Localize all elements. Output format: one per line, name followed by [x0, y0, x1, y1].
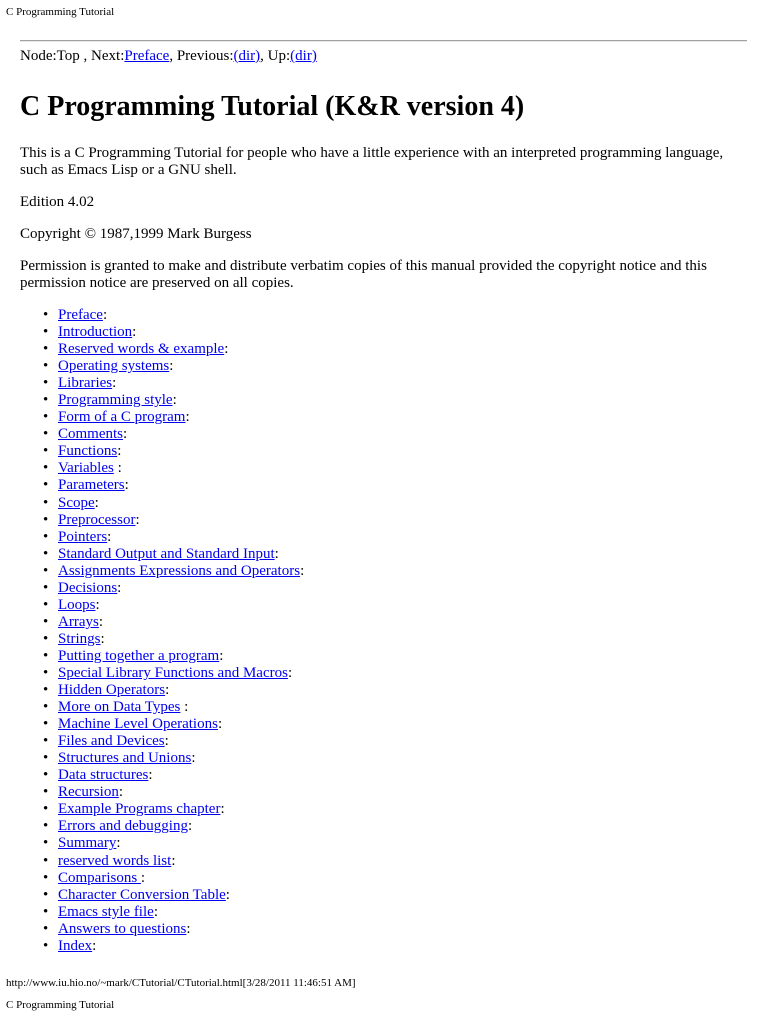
toc-link[interactable]: Errors and debugging [58, 818, 188, 835]
toc-item [43, 716, 736, 733]
toc-item [43, 460, 736, 477]
toc-suffix: : [172, 392, 177, 409]
intro-paragraph: This is a C Programming Tutorial for people who have a little experience with an interpreted programming language, such as Emacs Lisp or a GNU shell. [20, 145, 724, 178]
toc-item [43, 767, 736, 784]
toc-link[interactable]: reserved words list [58, 852, 172, 869]
bullet-icon: • [43, 699, 49, 716]
toc-suffix: : [224, 341, 229, 358]
toc-suffix: : [117, 579, 122, 596]
toc-suffix: : [148, 767, 153, 784]
toc-suffix: : [169, 358, 174, 375]
bullet-icon: • [43, 835, 49, 852]
bullet-icon: • [43, 784, 49, 801]
bullet-icon: • [43, 818, 49, 835]
toc-suffix: : [102, 307, 108, 323]
bullet-icon: • [43, 716, 49, 733]
toc-link[interactable]: Character Conversion Table [58, 886, 226, 903]
toc-item [43, 699, 736, 716]
toc-suffix: : [107, 528, 112, 545]
bullet-icon: • [43, 579, 49, 596]
toc-item [43, 937, 736, 955]
toc-link[interactable]: Index [58, 937, 93, 954]
toc-link[interactable]: Programming style [58, 392, 173, 409]
bullet-icon: • [43, 920, 49, 937]
toc-link[interactable]: More on Data Types [58, 699, 181, 716]
toc-item [43, 426, 736, 443]
toc-suffix: : [116, 835, 121, 852]
print-footer-title: C Programming Tutorial [6, 999, 115, 1011]
toc-suffix: : [287, 664, 293, 681]
toc-item [43, 682, 736, 699]
bullet-icon: • [43, 511, 49, 528]
toc-item [43, 750, 736, 767]
toc-suffix: : [140, 869, 146, 886]
toc-link[interactable]: Operating systems [58, 358, 170, 375]
toc-link[interactable]: Structures and Unions [58, 750, 192, 767]
toc-item [43, 511, 736, 529]
toc-item [43, 852, 736, 870]
toc-item [43, 392, 736, 409]
toc-suffix: : [217, 716, 223, 733]
node-prefix: Node: [20, 48, 57, 64]
bullet-icon: • [43, 426, 49, 443]
toc-link[interactable]: Emacs style file [58, 903, 154, 920]
toc-link[interactable]: Special Library Functions and Macros [58, 664, 288, 681]
edition-text: Edition 4.02 [20, 194, 95, 210]
toc-item [43, 307, 736, 324]
toc-link[interactable]: Reserved words & example [58, 341, 225, 358]
page-title: C Programming Tutorial (K&R version 4) [20, 91, 525, 122]
toc-suffix: : [124, 477, 129, 494]
bullet-icon: • [43, 596, 49, 613]
bullet-icon: • [43, 307, 49, 323]
toc-item [43, 443, 736, 460]
bullet-icon: • [43, 886, 49, 903]
toc-link[interactable]: Comments [58, 426, 124, 443]
toc-suffix: : [112, 375, 117, 392]
toc-suffix: : [94, 494, 99, 511]
node-navigation [20, 48, 736, 65]
toc-suffix: : [185, 409, 190, 426]
toc-item [43, 818, 736, 835]
toc-link[interactable]: Recursion [58, 784, 119, 801]
previous-prefix: , Previous: [169, 48, 234, 64]
bullet-icon: • [43, 528, 49, 545]
toc-link[interactable]: Preface [58, 307, 103, 323]
bullet-icon: • [43, 903, 49, 920]
toc-link[interactable]: Introduction [58, 324, 133, 341]
toc-link[interactable]: Hidden Operators [58, 682, 166, 699]
toc-suffix: : [132, 324, 137, 341]
toc-item [43, 545, 736, 563]
toc-suffix: : [113, 460, 122, 477]
next-link[interactable]: Preface [124, 48, 170, 64]
toc-item [43, 869, 736, 887]
toc-link[interactable]: Example Programs chapter [58, 801, 221, 818]
print-footer-url: http://www.iu.hio.no/~mark/CTutorial/CTutorial.html[3/28/2011 11:46:51 AM] [6, 977, 356, 989]
toc-suffix: : [165, 682, 170, 699]
toc-suffix: : [164, 733, 169, 750]
toc-item [43, 664, 736, 682]
toc-link[interactable]: Preprocessor [58, 511, 136, 528]
page-content [20, 48, 736, 955]
toc-item [43, 903, 736, 921]
bullet-icon: • [43, 937, 49, 954]
toc-suffix: : [180, 699, 189, 716]
toc-suffix: : [153, 903, 158, 920]
toc-link[interactable]: Files and Devices [58, 733, 165, 750]
toc-suffix: : [118, 784, 123, 801]
toc-item [43, 409, 736, 426]
toc-link[interactable]: Pointers [58, 528, 108, 545]
toc-suffix: : [135, 511, 140, 528]
toc-link[interactable]: Answers to questions [58, 920, 187, 937]
toc-suffix: : [117, 443, 122, 460]
toc-item [43, 784, 736, 801]
bullet-icon: • [43, 852, 49, 869]
toc-item [43, 613, 736, 631]
up-prefix: , Up: [260, 48, 291, 64]
toc-item [43, 358, 736, 375]
bullet-icon: • [43, 647, 49, 664]
horizontal-rule [20, 40, 747, 42]
toc-item [43, 733, 736, 750]
bullet-icon: • [43, 545, 49, 562]
bullet-icon: • [43, 613, 49, 630]
toc-link[interactable]: Machine Level Operations [58, 716, 218, 733]
bullet-icon: • [43, 375, 49, 392]
toc-suffix: : [225, 886, 230, 903]
toc-item [43, 647, 736, 665]
bullet-icon: • [43, 767, 49, 784]
toc-item [43, 562, 736, 580]
toc-suffix: : [171, 852, 176, 869]
node-value: Top [56, 48, 80, 64]
toc-link[interactable]: Data structures [58, 767, 149, 784]
table-of-contents [20, 307, 736, 955]
toc-link[interactable]: Libraries [58, 375, 113, 392]
bullet-icon: • [43, 733, 49, 750]
toc-item [43, 324, 736, 341]
toc-link[interactable]: Standard Output and Standard Input [58, 545, 275, 562]
toc-suffix: : [300, 562, 305, 579]
bullet-icon: • [43, 341, 49, 358]
toc-item [43, 630, 736, 648]
bullet-icon: • [43, 869, 49, 886]
bullet-icon: • [43, 494, 49, 511]
toc-item [43, 341, 736, 358]
toc-link[interactable]: Decisions [58, 579, 118, 596]
bullet-icon: • [43, 392, 49, 409]
toc-item [43, 801, 736, 818]
bullet-icon: • [43, 358, 49, 375]
toc-item [43, 494, 736, 512]
copyright-text: Copyright © 1987,1999 Mark Burgess [20, 226, 252, 242]
toc-suffix: : [100, 630, 105, 647]
toc-item [43, 886, 736, 904]
toc-link[interactable]: Arrays [58, 613, 99, 630]
bullet-icon: • [43, 324, 49, 341]
toc-link[interactable]: Putting together a program [58, 647, 220, 664]
toc-link[interactable]: Assignments Expressions and Operators [58, 562, 301, 579]
toc-item [43, 596, 736, 614]
toc-suffix: : [98, 613, 103, 630]
toc-item [43, 477, 736, 494]
bullet-icon: • [43, 443, 49, 460]
bullet-icon: • [43, 630, 49, 647]
toc-suffix: : [92, 937, 97, 954]
toc-link[interactable]: Loops [58, 596, 96, 613]
toc-link[interactable]: Form of a C program [58, 409, 186, 426]
next-prefix: , Next: [79, 48, 125, 64]
toc-suffix: : [123, 426, 128, 443]
toc-link[interactable]: Strings [58, 630, 101, 647]
toc-item [43, 579, 736, 597]
bullet-icon: • [43, 409, 49, 426]
toc-suffix: : [186, 920, 191, 937]
toc-link[interactable]: Parameters [58, 477, 125, 494]
toc-link[interactable]: Scope [58, 494, 95, 511]
permission-paragraph: Permission is granted to make and distribute verbatim copies of this manual provided the copyright notice and this permission notice are preserved on all copies. [20, 258, 707, 291]
toc-suffix: : [219, 647, 224, 664]
toc-link[interactable]: Functions [58, 443, 118, 460]
bullet-icon: • [43, 801, 49, 818]
print-header-title: C Programming Tutorial [6, 6, 115, 18]
toc-item [43, 528, 736, 546]
toc-suffix: : [274, 545, 279, 562]
toc-suffix: : [95, 596, 100, 613]
toc-item [43, 375, 736, 392]
toc-item [43, 835, 736, 852]
bullet-icon: • [43, 664, 49, 681]
toc-link[interactable]: Variables [58, 460, 114, 477]
toc-suffix: : [220, 801, 225, 818]
toc-item [43, 920, 736, 938]
up-link[interactable]: (dir) [290, 48, 317, 64]
bullet-icon: • [43, 750, 49, 767]
bullet-icon: • [43, 460, 49, 477]
toc-suffix: : [187, 818, 193, 835]
previous-link[interactable]: (dir) [233, 48, 261, 64]
bullet-icon: • [43, 477, 49, 494]
toc-link[interactable]: Summary [58, 835, 117, 852]
toc-suffix: : [191, 750, 196, 767]
bullet-icon: • [43, 562, 49, 579]
toc-link[interactable]: Comparisons [58, 869, 141, 886]
bullet-icon: • [43, 682, 49, 699]
